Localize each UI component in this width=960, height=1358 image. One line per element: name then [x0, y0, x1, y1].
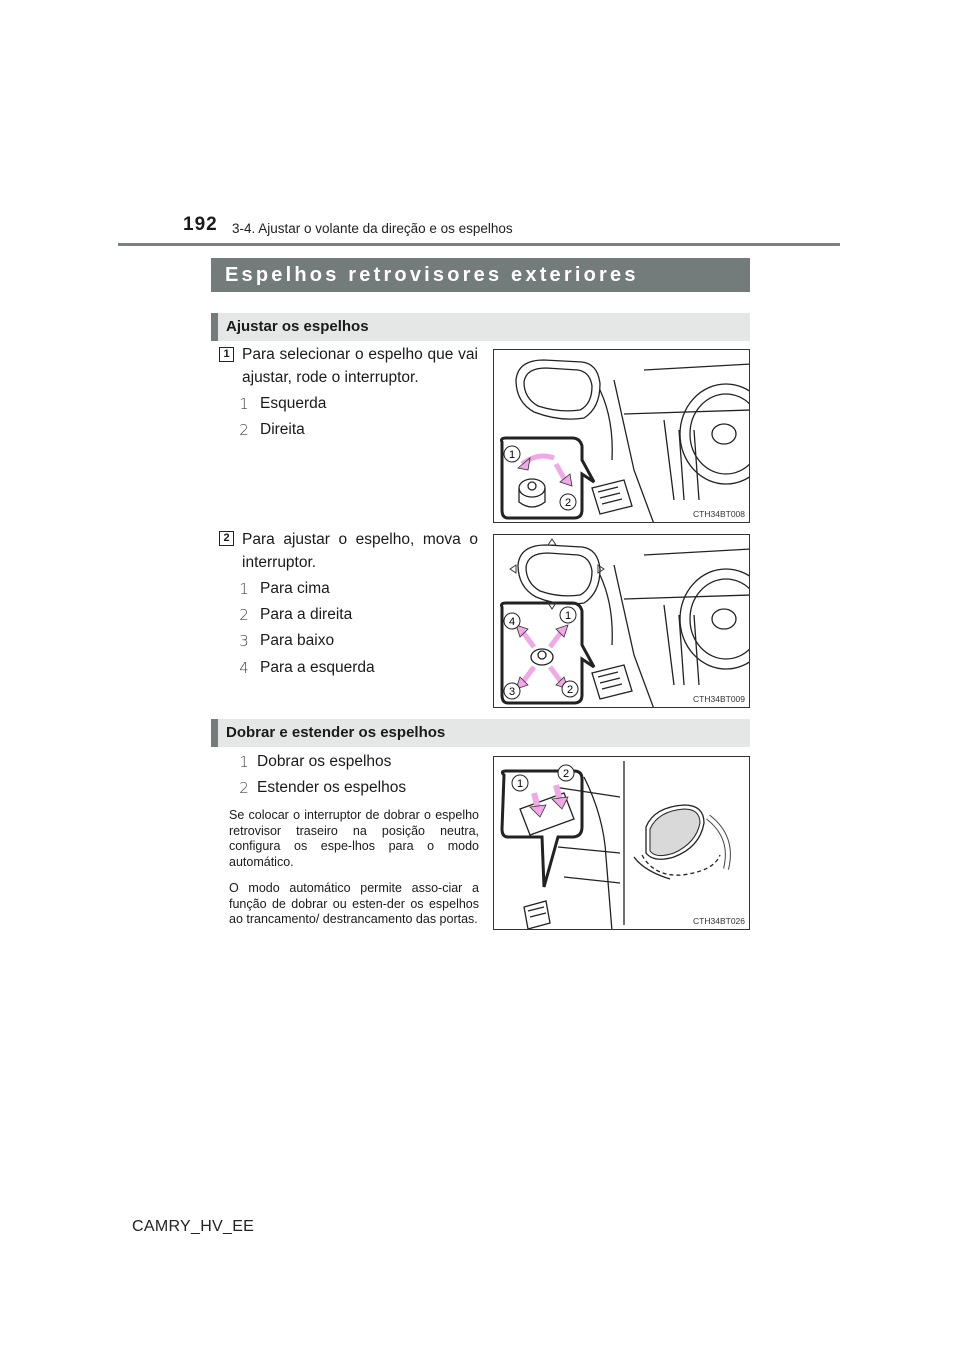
figure-mirror-select	[493, 349, 750, 523]
subheading-adjust-mirrors: Ajustar os espelhos	[211, 313, 750, 341]
figure-callout: 1	[564, 610, 572, 622]
subheading-fold-mirrors: Dobrar e estender os espelhos	[211, 719, 750, 747]
figure-callout: 1	[516, 778, 524, 790]
figure-callout: 2	[566, 684, 574, 696]
list-item-left: Esquerda	[260, 395, 327, 412]
list-number: 3	[239, 632, 249, 650]
figure-callout: 3	[508, 686, 516, 698]
section-title: 3-4. Ajustar o volante da direção e os espelhos	[232, 221, 513, 236]
figure-callout: 2	[564, 497, 572, 509]
footer-model-code: CAMRY_HV_EE	[132, 1218, 255, 1235]
figure-code: CTH34BT009	[693, 694, 745, 704]
list-item-fold: Dobrar os espelhos	[257, 753, 392, 770]
figure-code: CTH34BT008	[693, 509, 745, 519]
list-number: 1	[239, 395, 249, 413]
figure-mirror-adjust	[493, 534, 750, 708]
list-number: 1	[239, 580, 249, 598]
figure-callout: 4	[508, 616, 516, 628]
list-number: 2	[239, 606, 249, 624]
step-2-text: Para ajustar o espelho, mova o interruptor.	[242, 531, 478, 571]
list-number: 2	[239, 779, 249, 797]
list-number: 1	[239, 753, 249, 771]
figure-code: CTH34BT026	[693, 916, 745, 926]
page-title: Espelhos retrovisores exteriores	[211, 258, 750, 292]
mirror-adjust-illustration	[494, 535, 750, 708]
list-item-up: Para cima	[260, 580, 330, 597]
list-item-right: Direita	[260, 421, 305, 438]
mirror-select-illustration	[494, 350, 750, 523]
list-item-left-dir: Para a esquerda	[260, 659, 375, 676]
step-2-marker: 2	[219, 531, 234, 546]
list-item-down: Para baixo	[260, 632, 335, 649]
list-number: 2	[239, 421, 249, 439]
list-item-extend: Estender os espelhos	[257, 779, 407, 796]
figure-callout: 1	[508, 449, 516, 461]
figure-mirror-fold	[493, 756, 750, 930]
mirror-fold-illustration	[494, 757, 750, 930]
figure-callout: 2	[562, 768, 570, 780]
list-number: 4	[239, 659, 249, 677]
note-neutral-position: Se colocar o interruptor de dobrar o espelho retrovisor traseiro na posição neutra, configura os espe-lhos para o modo automático.	[229, 808, 479, 869]
list-item-right-dir: Para a direita	[260, 606, 353, 623]
note-auto-mode: O modo automático permite asso-ciar a função de dobrar ou esten-der os espelhos ao trancamento/ destrancamento das portas.	[229, 881, 479, 926]
header-rule	[118, 243, 840, 246]
step-1-marker: 1	[219, 347, 234, 362]
step-1-text: Para selecionar o espelho que vai ajustar, rode o interruptor.	[242, 346, 478, 386]
page-number: 192	[183, 214, 218, 235]
